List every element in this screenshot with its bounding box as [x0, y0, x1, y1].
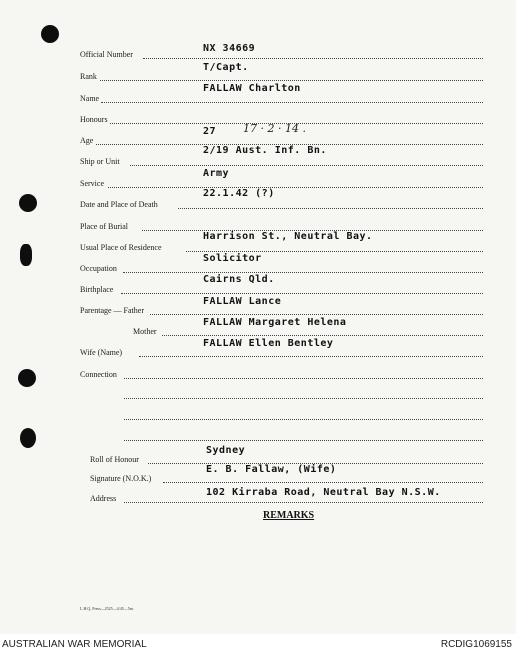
official-number-line: [143, 58, 483, 59]
father-label: Parentage — Father: [80, 306, 144, 315]
roll-of-honour-value: Sydney: [206, 445, 246, 456]
print-code: L.H.Q. Press—2525—4/45—5m.: [80, 606, 134, 611]
mother-line: [162, 335, 483, 336]
footer-institution: AUSTRALIAN WAR MEMORIAL: [2, 639, 147, 650]
archive-footer: [0, 634, 516, 654]
birthplace-label: Birthplace: [80, 285, 114, 294]
birthplace-value: Cairns Qld.: [203, 274, 275, 285]
residence-value: Harrison St., Neutral Bay.: [203, 231, 373, 242]
mother-label: Mother: [133, 327, 157, 336]
occupation-value: Solicitor: [203, 253, 262, 264]
burial-label: Place of Burial: [80, 222, 128, 231]
age-value: 27: [203, 126, 217, 137]
birthplace-line: [121, 293, 483, 294]
residence-line: [186, 251, 483, 252]
roll-of-honour-label: Roll of Honour: [90, 455, 139, 464]
father-value: FALLAW Lance: [203, 296, 282, 307]
age-label: Age: [80, 136, 94, 145]
death-line: [178, 208, 483, 209]
official-number-value: NX 34669: [203, 43, 256, 54]
address-value: 102 Kirraba Road, Neutral Bay N.S.W.: [206, 487, 441, 498]
name-line: [101, 102, 483, 103]
occupation-line: [123, 272, 483, 273]
occupation-label: Occupation: [80, 264, 117, 273]
punch-hole-5: [20, 428, 36, 448]
residence-label: Usual Place of Residence: [80, 243, 162, 252]
punch-hole-2: [19, 194, 37, 212]
punch-hole-3: [20, 244, 32, 266]
wife-line: [139, 356, 483, 357]
remarks-heading: REMARKS: [263, 510, 315, 521]
father-line: [150, 314, 483, 315]
address-line: [124, 502, 483, 503]
punch-hole-1: [41, 25, 59, 43]
mother-value: FALLAW Margaret Helena: [203, 317, 347, 328]
connection-label: Connection: [80, 370, 117, 379]
signature-line: [163, 482, 483, 483]
ship-or-unit-line: [130, 165, 483, 166]
service-value: Army: [203, 168, 230, 179]
connection-line-4: [124, 440, 483, 441]
rank-label: Rank: [80, 72, 97, 81]
service-label: Service: [80, 179, 104, 188]
death-label: Date and Place of Death: [80, 200, 158, 209]
wife-label: Wife (Name): [80, 348, 123, 357]
service-line: [108, 187, 483, 188]
signature-value: E. B. Fallaw, (Wife): [206, 464, 337, 475]
connection-line-2: [124, 398, 483, 399]
ship-or-unit-value: 2/19 Aust. Inf. Bn.: [203, 145, 327, 156]
rank-value: T/Capt.: [203, 62, 249, 73]
signature-label: Signature (N.O.K.): [90, 474, 152, 483]
punch-hole-4: [18, 369, 36, 387]
rank-line: [100, 80, 483, 81]
name-value: FALLAW Charlton: [203, 83, 301, 94]
honours-label: Honours: [80, 115, 108, 124]
connection-line-3: [124, 419, 483, 420]
connection-line-1: [124, 378, 483, 379]
death-value: 22.1.42 (?): [203, 188, 275, 199]
ship-or-unit-label: Ship or Unit: [80, 157, 120, 166]
footer-record-id: RCDIG1069155: [440, 639, 512, 650]
age-handwritten-date: 17 · 2 · 14 .: [243, 122, 306, 135]
name-label: Name: [80, 94, 100, 103]
wife-value: FALLAW Ellen Bentley: [203, 338, 334, 349]
address-label: Address: [90, 494, 117, 503]
official-number-label: Official Number: [80, 50, 133, 59]
